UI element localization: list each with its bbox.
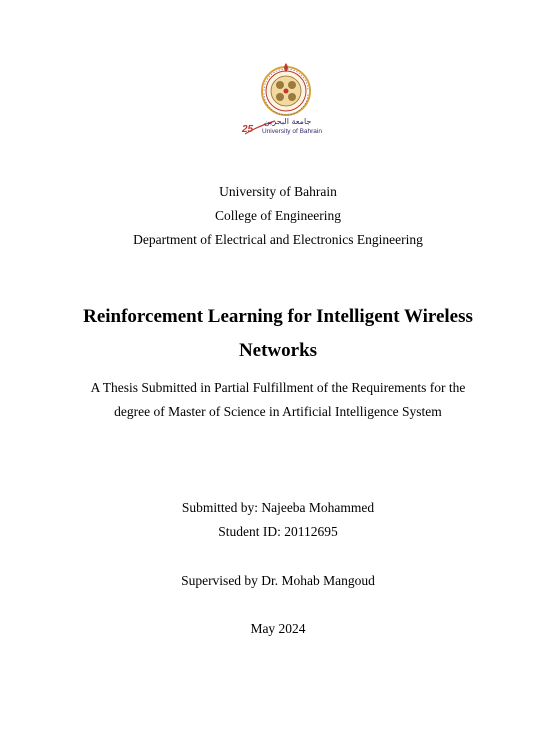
university-seal-icon <box>241 58 325 138</box>
thesis-subtitle-line-1: A Thesis Submitted in Partial Fulfillment of the Requirements for the <box>90 380 466 395</box>
university-name: University of Bahrain <box>219 184 337 199</box>
logo-english-name: University of Bahrain <box>262 128 322 135</box>
thesis-title-line-2: Networks <box>238 340 318 361</box>
thesis-title-line-1: Reinforcement Learning for Intelligent Wireless <box>83 306 473 327</box>
department-name: Department of Electrical and Electronics Engineering <box>133 232 423 247</box>
supervisor: Supervised by Dr. Mohab Mangoud <box>181 573 375 588</box>
college-name: College of Engineering <box>215 208 341 223</box>
student-id: Student ID: 20112695 <box>218 524 338 539</box>
logo-arabic-name: جامعة البحرين <box>264 117 312 126</box>
anniversary-mark: 25 <box>242 124 254 135</box>
university-logo <box>241 58 325 138</box>
submission-date: May 2024 <box>250 621 306 636</box>
submitted-by: Submitted by: Najeeba Mohammed <box>181 500 375 515</box>
thesis-subtitle-line-2: degree of Master of Science in Artificial Intelligence System <box>114 404 442 419</box>
